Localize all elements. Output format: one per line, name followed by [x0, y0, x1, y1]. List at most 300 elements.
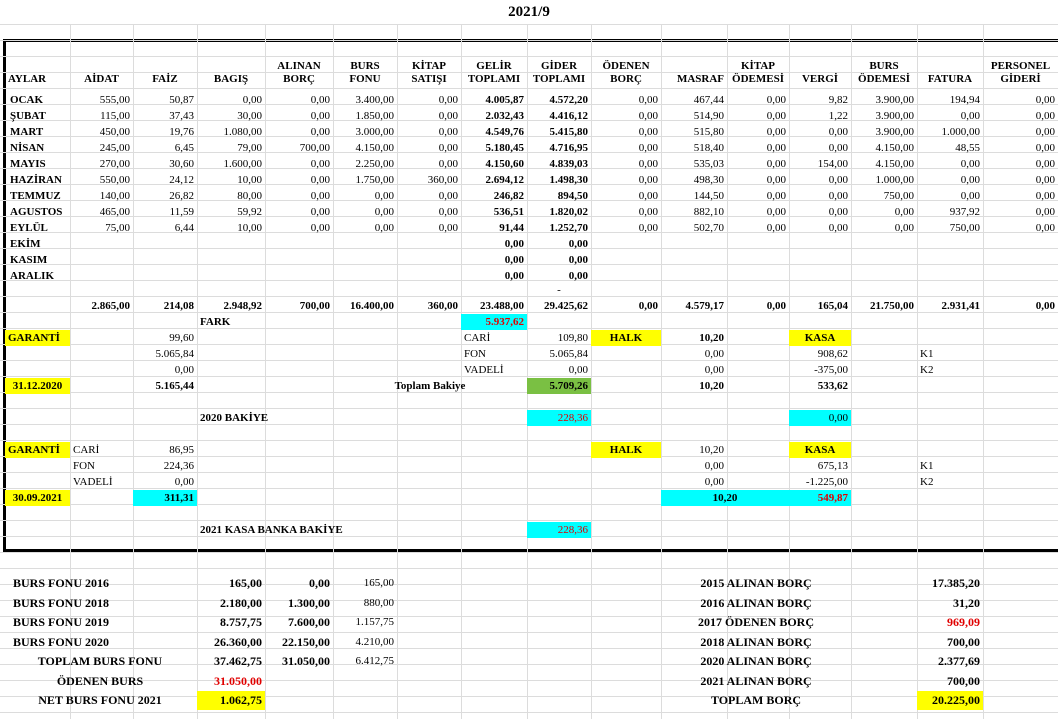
month-value: 4.416,12: [549, 110, 588, 122]
month-label: TEMMUZ: [10, 190, 61, 202]
halk-2021-value: 0,00: [704, 460, 724, 472]
total-value: 2.948,92: [223, 300, 262, 312]
month-value: 246,82: [493, 190, 524, 202]
burs-fonu-total: 37.462,75: [214, 654, 262, 668]
month-value: 4.150,00: [355, 142, 394, 154]
month-value: 4.150,60: [485, 158, 524, 170]
total-value: 165,04: [817, 300, 848, 312]
burs-fonu-remaining: 1.157,75: [355, 616, 394, 628]
month-value: [591, 268, 661, 284]
month-value: 0,00: [828, 126, 848, 138]
kasa-2021-value: 675,13: [817, 460, 848, 472]
month-value: 0,00: [638, 110, 658, 122]
month-value: [727, 252, 789, 268]
month-value: 0,00: [828, 174, 848, 186]
month-value: 0,00: [766, 222, 786, 234]
month-value: 0,00: [438, 110, 458, 122]
month-value: 59,92: [237, 206, 262, 218]
borc-label: 2017 ÖDENEN BORÇ: [697, 615, 814, 629]
month-value: 536,51: [493, 206, 524, 218]
month-value: 0,00: [438, 126, 458, 138]
month-value: 0,00: [374, 222, 394, 234]
column-header-burs_fonu: BURS FONU: [349, 60, 381, 85]
month-value: 0,00: [310, 190, 330, 202]
column-header-faiz: FAİZ: [152, 73, 178, 85]
borc-value: 20.225,00: [917, 691, 983, 710]
month-value: 80,00: [237, 190, 262, 202]
month-value: 0,00: [310, 174, 330, 186]
month-value: 0,00: [1035, 142, 1055, 154]
month-value: 0,00: [960, 190, 980, 202]
month-value: 1.498,30: [549, 174, 588, 186]
garanti-2020-total: 5.165,44: [155, 380, 194, 392]
month-value: [397, 268, 461, 284]
garanti-2021-sub: VADELİ: [73, 476, 113, 488]
month-value: 550,00: [99, 174, 130, 186]
month-value: 0,00: [828, 142, 848, 154]
month-value: 30,60: [169, 158, 194, 170]
column-header-personel_gideri: PERSONEL GİDERİ: [990, 60, 1051, 85]
month-value: 4.005,87: [485, 94, 524, 106]
month-value: 0,00: [766, 142, 786, 154]
month-value: [133, 252, 197, 268]
month-value: [591, 236, 661, 252]
total-value: 0,00: [638, 300, 658, 312]
month-value: 0,00: [1035, 190, 1055, 202]
total-value: 214,08: [163, 300, 194, 312]
month-value: [789, 268, 851, 284]
kasa-2021-total: 549,87: [789, 490, 851, 506]
burs-fonu-label: NET BURS FONU 2021: [38, 693, 162, 707]
month-value: 9,82: [828, 94, 848, 106]
month-value: [70, 268, 133, 284]
month-value: 10,00: [237, 222, 262, 234]
month-value: 0,00: [828, 222, 848, 234]
month-value: 0,00: [1035, 174, 1055, 186]
month-value: 79,00: [237, 142, 262, 154]
column-header-gider_toplami: GİDER TOPLAMI: [532, 60, 586, 85]
month-value: 5.415,80: [549, 126, 588, 138]
month-value: 0,00: [828, 206, 848, 218]
month-value: 4.839,03: [549, 158, 588, 170]
month-value: 11,59: [169, 206, 194, 218]
month-value: 465,00: [99, 206, 130, 218]
month-value: [789, 236, 851, 252]
kasa-2020-label: KASA: [789, 330, 851, 346]
month-value: 0,00: [1035, 206, 1055, 218]
month-value: 1.820,02: [549, 206, 588, 218]
garanti-2021-value: 0,00: [174, 476, 194, 488]
month-label: MART: [10, 126, 44, 138]
kasa-2021-value: -1.225,00: [805, 476, 848, 488]
month-value: [851, 236, 917, 252]
month-value: 0,00: [1035, 222, 1055, 234]
month-value: 0,00: [310, 222, 330, 234]
garanti-2020-date: 31.12.2020: [5, 378, 70, 394]
month-value: 0,00: [1035, 126, 1055, 138]
garanti-2020-value: 0,00: [174, 364, 194, 376]
borc-value: 700,00: [947, 673, 980, 688]
month-value: 26,82: [169, 190, 194, 202]
halk-2020-value: 0,00: [704, 348, 724, 360]
gridline-horizontal: [0, 440, 1058, 441]
gridline-horizontal: [0, 40, 1058, 41]
column-header-fatura: FATURA: [927, 73, 973, 85]
month-value: 154,00: [817, 158, 848, 170]
sheet-title: 2021/9: [508, 4, 550, 20]
month-value: 467,44: [693, 94, 724, 106]
month-value: 882,10: [693, 206, 724, 218]
total-value: 23.488,00: [480, 300, 524, 312]
month-value: 1.750,00: [355, 174, 394, 186]
month-value: [661, 236, 727, 252]
month-value: 30,00: [237, 110, 262, 122]
month-value: 0,00: [310, 158, 330, 170]
column-header-kitap_satisi: KİTAP SATIŞI: [411, 60, 447, 85]
month-value: 0,00: [310, 110, 330, 122]
month-value: 937,92: [949, 206, 980, 218]
month-value: 0,00: [438, 206, 458, 218]
kasa-2020-total: 533,62: [817, 380, 848, 392]
total-value: 21.750,00: [870, 300, 914, 312]
kasa-2021-label: KASA: [789, 442, 851, 458]
month-value: [133, 236, 197, 252]
burs-fonu-label: BURS FONU 2019: [13, 615, 110, 629]
month-value: [591, 252, 661, 268]
month-value: [197, 236, 265, 252]
month-value: 0,00: [310, 94, 330, 106]
burs-fonu-remaining: 6.412,75: [355, 655, 394, 667]
month-value: 0,00: [438, 222, 458, 234]
halk-2021-value: 10,20: [699, 444, 724, 456]
account-2020-label: CARİ: [464, 332, 491, 344]
month-value: [983, 268, 1058, 284]
month-value: [70, 236, 133, 252]
month-value: 0,00: [960, 158, 980, 170]
account-2020-value: 0,00: [568, 364, 588, 376]
month-value: 0,00: [828, 190, 848, 202]
month-value: [983, 252, 1058, 268]
k1-label: K1: [920, 348, 934, 360]
month-value: 0,00: [638, 94, 658, 106]
month-value: 75,00: [105, 222, 130, 234]
kasa-2020-balance: 0,00: [789, 410, 851, 426]
month-value: [265, 252, 333, 268]
month-value: 3.000,00: [355, 126, 394, 138]
toplam-bakiye-value: 5.709,26: [527, 378, 591, 394]
month-value: [333, 236, 397, 252]
month-value: [265, 236, 333, 252]
borc-label: 2021 ALINAN BORÇ: [700, 673, 812, 688]
garanti-2020-value: 5.065,84: [155, 348, 194, 360]
month-value: 10,00: [237, 174, 262, 186]
month-value: 3.900,00: [875, 94, 914, 106]
column-header-vergi: VERGİ: [801, 73, 839, 85]
gridline-horizontal: [0, 88, 1058, 89]
kasa-2020-value: 908,62: [817, 348, 848, 360]
month-value: 700,00: [299, 142, 330, 154]
month-value: 518,40: [693, 142, 724, 154]
month-value: 0,00: [766, 110, 786, 122]
month-value: 0,00: [438, 158, 458, 170]
month-value: 144,50: [693, 190, 724, 202]
month-value: 1,22: [828, 110, 848, 122]
k2-label: K2: [920, 476, 934, 488]
month-value: [70, 252, 133, 268]
month-value: 140,00: [99, 190, 130, 202]
month-value: 3.900,00: [875, 126, 914, 138]
month-value: 1.600,00: [223, 158, 262, 170]
month-value: 0,00: [766, 190, 786, 202]
month-label: MAYIS: [10, 158, 46, 170]
kasa-2020-value: -375,00: [814, 364, 848, 376]
borc-value: 2.377,69: [938, 654, 980, 668]
month-value: [397, 252, 461, 268]
month-value: 0,00: [766, 206, 786, 218]
garanti-2021-sub: CARİ: [73, 444, 100, 456]
month-value: 750,00: [883, 190, 914, 202]
month-label: OCAK: [10, 94, 43, 106]
month-value: 0,00: [960, 110, 980, 122]
account-2020-value: 109,80: [557, 332, 588, 344]
month-value: 0,00: [504, 238, 524, 250]
bakiye-2020-value: 228,36: [527, 410, 591, 426]
month-value: 0,00: [1035, 94, 1055, 106]
month-value: 1.080,00: [223, 126, 262, 138]
account-2020-label: VADELİ: [464, 364, 504, 376]
month-value: 5.180,45: [485, 142, 524, 154]
month-value: [397, 236, 461, 252]
borc-value: 17.385,20: [932, 576, 980, 590]
total-value: 700,00: [299, 300, 330, 312]
fark-value: 5.937,62: [461, 314, 527, 330]
total-value: 2.865,00: [91, 300, 130, 312]
column-header-aylar: AYLAR: [8, 73, 47, 85]
month-value: 0,00: [638, 126, 658, 138]
month-value: [197, 268, 265, 284]
month-value: [197, 252, 265, 268]
garanti-2021-value: 86,95: [169, 444, 194, 456]
month-label: ARALIK: [10, 270, 55, 282]
halk-2021-label: HALK: [591, 442, 661, 458]
borc-value: 700,00: [947, 634, 980, 649]
total-value: 2.931,41: [941, 300, 980, 312]
month-value: 0,00: [504, 254, 524, 266]
month-value: 3.400,00: [355, 94, 394, 106]
burs-fonu-label: ÖDENEN BURS: [56, 673, 144, 688]
month-value: [917, 252, 983, 268]
month-value: 0,00: [638, 206, 658, 218]
total-value: 16.400,00: [350, 300, 394, 312]
month-value: [851, 252, 917, 268]
halk-2021-value: 0,00: [704, 476, 724, 488]
garanti-2021-date: 30.09.2021: [5, 490, 70, 506]
month-value: 535,03: [693, 158, 724, 170]
fark-label: FARK: [200, 316, 231, 328]
month-value: 1.000,00: [875, 174, 914, 186]
month-label: ŞUBAT: [10, 110, 46, 122]
month-label: EKİM: [10, 238, 41, 250]
column-header-alinan_borc: ALINAN BORÇ: [277, 60, 321, 85]
month-value: 2.694,12: [485, 174, 524, 186]
month-value: 3.900,00: [875, 110, 914, 122]
gridline-horizontal: [0, 552, 1058, 553]
borc-value: 31,20: [953, 595, 980, 610]
month-value: 0,00: [310, 206, 330, 218]
kasa-banka-2021-value: 228,36: [527, 522, 591, 538]
month-value: 0,00: [504, 270, 524, 282]
halk-2020-label: HALK: [591, 330, 661, 346]
month-value: 515,80: [693, 126, 724, 138]
burs-fonu-total: 1.062,75: [197, 691, 265, 710]
month-value: 0,00: [638, 222, 658, 234]
month-value: 0,00: [638, 142, 658, 154]
month-value: 502,70: [693, 222, 724, 234]
month-value: 6,45: [174, 142, 194, 154]
borc-label: 2020 ALINAN BORÇ: [700, 654, 812, 668]
garanti-2021-sub: FON: [73, 460, 96, 472]
month-value: 0,00: [568, 254, 588, 266]
burs-fonu-remaining: 880,00: [363, 596, 394, 609]
burs-fonu-label: BURS FONU 2018: [13, 595, 110, 610]
burs-fonu-label: BURS FONU 2020: [13, 634, 110, 649]
month-value: 4.150,00: [875, 158, 914, 170]
column-header-odenen_borc: ÖDENEN BORÇ: [602, 60, 650, 85]
gridline-horizontal: [0, 712, 1058, 713]
account-2020-value: 5.065,84: [549, 348, 588, 360]
gridline-horizontal: [0, 568, 1058, 569]
borc-label: 2018 ALINAN BORÇ: [700, 634, 812, 649]
month-value: [917, 236, 983, 252]
month-value: 1.850,00: [355, 110, 394, 122]
month-value: [917, 268, 983, 284]
borc-label: 2015 ALINAN BORÇ: [700, 576, 812, 590]
month-value: 245,00: [99, 142, 130, 154]
month-value: 514,90: [693, 110, 724, 122]
month-value: 0,00: [568, 270, 588, 282]
burs-fonu-paid: 7.600,00: [288, 615, 330, 629]
halk-2020-total: 10,20: [699, 380, 724, 392]
month-label: EYLÜL: [10, 222, 48, 234]
month-value: 194,94: [949, 94, 980, 106]
month-value: 0,00: [374, 206, 394, 218]
bakiye-2020-label: 2020 BAKİYE: [200, 412, 269, 424]
month-value: 0,00: [894, 222, 914, 234]
month-value: 1.000,00: [941, 126, 980, 138]
burs-fonu-remaining: 4.210,00: [355, 635, 394, 648]
burs-fonu-paid: 31.050,00: [282, 654, 330, 668]
month-value: 0,00: [766, 158, 786, 170]
column-header-kitap_odemesi: KİTAP ÖDEMESİ: [732, 60, 784, 85]
halk-2020-value: 0,00: [704, 364, 724, 376]
month-value: 0,00: [438, 190, 458, 202]
dash-mark: -: [557, 284, 561, 296]
total-value: 0,00: [766, 300, 786, 312]
burs-fonu-paid: 22.150,00: [282, 634, 330, 649]
month-value: 0,00: [1035, 110, 1055, 122]
total-value: 360,00: [427, 300, 458, 312]
month-value: 498,30: [693, 174, 724, 186]
total-value: 4.579,17: [685, 300, 724, 312]
month-value: 0,00: [638, 174, 658, 186]
burs-fonu-total: 26.360,00: [214, 634, 262, 649]
month-value: 0,00: [894, 206, 914, 218]
month-value: 894,50: [557, 190, 588, 202]
month-label: NİSAN: [10, 142, 45, 154]
gridline-horizontal: [0, 56, 1058, 57]
month-value: 4.150,00: [875, 142, 914, 154]
month-value: [333, 268, 397, 284]
borc-label: 2016 ALINAN BORÇ: [700, 595, 812, 610]
month-value: 37,43: [169, 110, 194, 122]
month-label: HAZİRAN: [10, 174, 62, 186]
borc-label: TOPLAM BORÇ: [710, 693, 802, 707]
total-value: 29.425,62: [544, 300, 588, 312]
month-value: [727, 236, 789, 252]
garanti-2020-label: GARANTİ: [5, 330, 70, 346]
month-value: [983, 236, 1058, 252]
month-value: 1.252,70: [549, 222, 588, 234]
column-header-aidat: AİDAT: [84, 73, 119, 85]
month-value: 19,76: [169, 126, 194, 138]
column-header-bagis: BAGIŞ: [213, 73, 249, 85]
month-value: 0,00: [766, 174, 786, 186]
burs-fonu-label: TOPLAM BURS FONU: [37, 654, 163, 668]
month-value: 0,00: [242, 94, 262, 106]
account-2020-label: FON: [464, 348, 487, 360]
month-value: [727, 268, 789, 284]
month-value: 0,00: [568, 238, 588, 250]
gridline-horizontal: [0, 328, 1058, 329]
month-value: 6,44: [174, 222, 194, 234]
k2-label: K2: [920, 364, 934, 376]
month-value: 24,12: [169, 174, 194, 186]
halk-2021-total: 10,20: [661, 490, 789, 506]
month-value: 0,00: [960, 174, 980, 186]
burs-fonu-total: 31.050,00: [214, 673, 262, 688]
burs-fonu-label: BURS FONU 2016: [13, 576, 110, 590]
month-value: 450,00: [99, 126, 130, 138]
month-value: 0,00: [374, 190, 394, 202]
garanti-2020-value: 99,60: [169, 332, 194, 344]
burs-fonu-remaining: 165,00: [363, 577, 394, 589]
month-label: KASIM: [10, 254, 48, 266]
month-value: 270,00: [99, 158, 130, 170]
month-value: [851, 268, 917, 284]
gridline-horizontal: [0, 408, 1058, 409]
month-value: 4.572,20: [549, 94, 588, 106]
month-value: 0,00: [310, 126, 330, 138]
month-value: 360,00: [427, 174, 458, 186]
month-value: 0,00: [1035, 158, 1055, 170]
month-value: 115,00: [100, 110, 130, 122]
borc-value: 969,09: [947, 615, 980, 629]
month-value: 2.032,43: [485, 110, 524, 122]
gridline-horizontal: [0, 520, 1058, 521]
month-value: [789, 252, 851, 268]
garanti-2021-total: 311,31: [133, 490, 197, 506]
month-value: 0,00: [766, 94, 786, 106]
month-value: 0,00: [438, 142, 458, 154]
month-value: 0,00: [638, 158, 658, 170]
column-header-masraf: MASRAF: [676, 73, 724, 85]
month-value: [133, 268, 197, 284]
burs-fonu-paid: 0,00: [309, 576, 330, 590]
month-value: 0,00: [638, 190, 658, 202]
month-value: 750,00: [949, 222, 980, 234]
gridline-horizontal: [0, 24, 1058, 25]
month-value: 48,55: [955, 142, 980, 154]
